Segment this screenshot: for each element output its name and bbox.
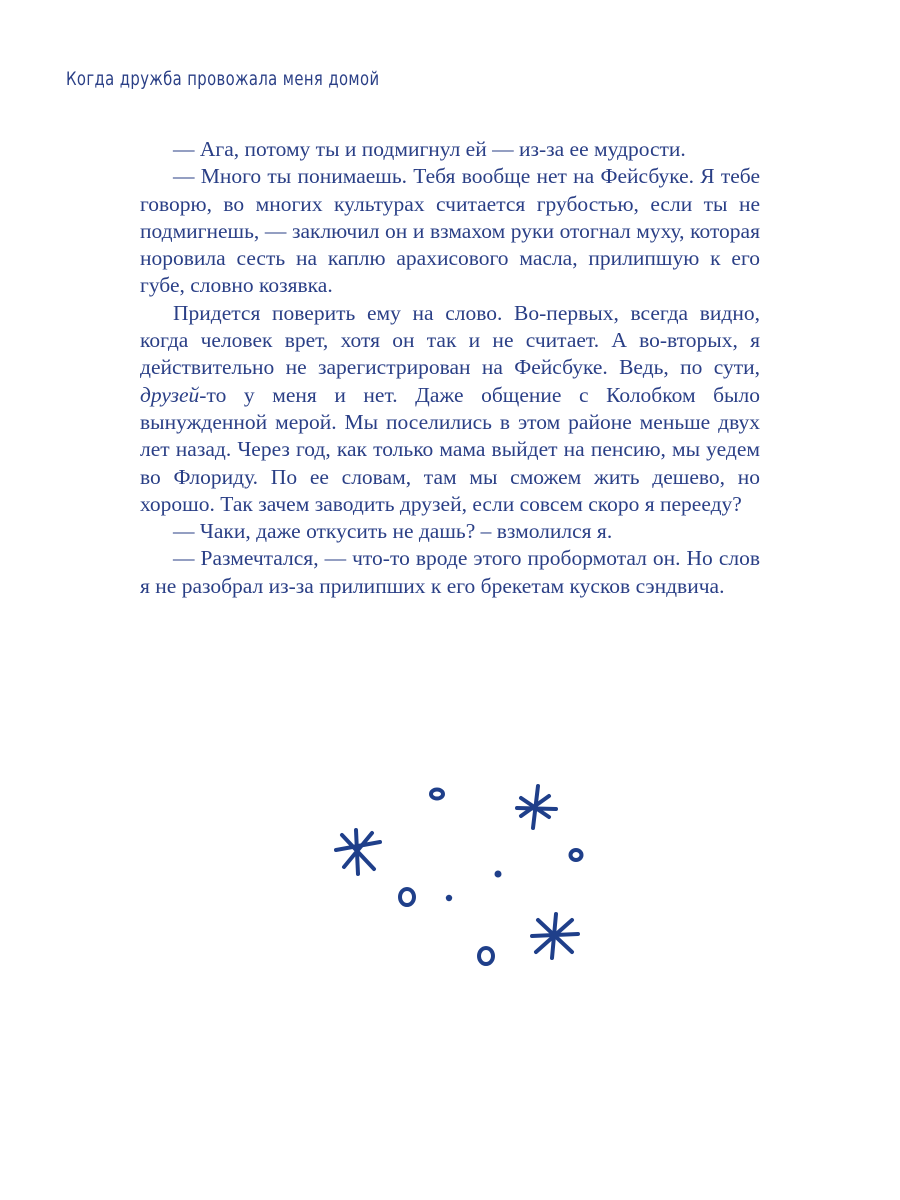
running-head: Когда дружба провожала меня домой: [66, 68, 380, 90]
dot-icon: [446, 895, 452, 901]
paragraph: — Много ты понимаешь. Тебя вообще нет на Фейсбуке. Я тебе говорю, во многих культурах считается грубостью, если ты не подмигнешь, — заключил он и взмахом руки отогнал муху, которая норовила сесть на каплю арахисового масла, прилипшую к его губе, словно козявка.: [140, 164, 760, 298]
paragraph-text: Придется поверить ему на слово. Во-первых, всегда видно, когда человек врет, хотя он так и не считает. А во-вторых, я действительно не зарегистрирован на Фейсбуке. Ведь, по сути,: [140, 300, 760, 380]
paragraph: — Чаки, даже откусить не дашь? – взмолился я.: [173, 519, 613, 544]
paragraph: — Размечтался, — что-то вроде этого пробормотал он. Но слов я не разобрал из-за прилипших к его брекетам кусков сэндвича.: [140, 546, 760, 598]
dot-icon: [495, 871, 502, 878]
circle-icon: [571, 850, 582, 860]
paragraph-text: -то у меня и нет. Даже общение с Колобком было вынужденной мерой. Мы поселились в этом районе меньше двух лет назад. Через год, как только мама выйдет на пенсию, мы уедем во Флориду. По ее словам, там мы сможем жить дешево, но хорошо. Так зачем заводить друзей, если совсем скоро я перееду?: [140, 382, 760, 516]
star-icon: [532, 914, 578, 958]
emphasis-word: друзей: [140, 382, 200, 407]
body-text: [140, 136, 760, 600]
circle-icon: [431, 790, 443, 799]
circle-icon: [479, 948, 493, 964]
paragraph: [140, 300, 760, 518]
star-icon: [336, 830, 380, 874]
star-icon: [517, 786, 556, 828]
circle-icon: [400, 889, 414, 905]
paragraph: — Ага, потому ты и подмигнул ей — из-за ее мудрости.: [173, 137, 686, 161]
starry-doodle: [320, 770, 600, 970]
